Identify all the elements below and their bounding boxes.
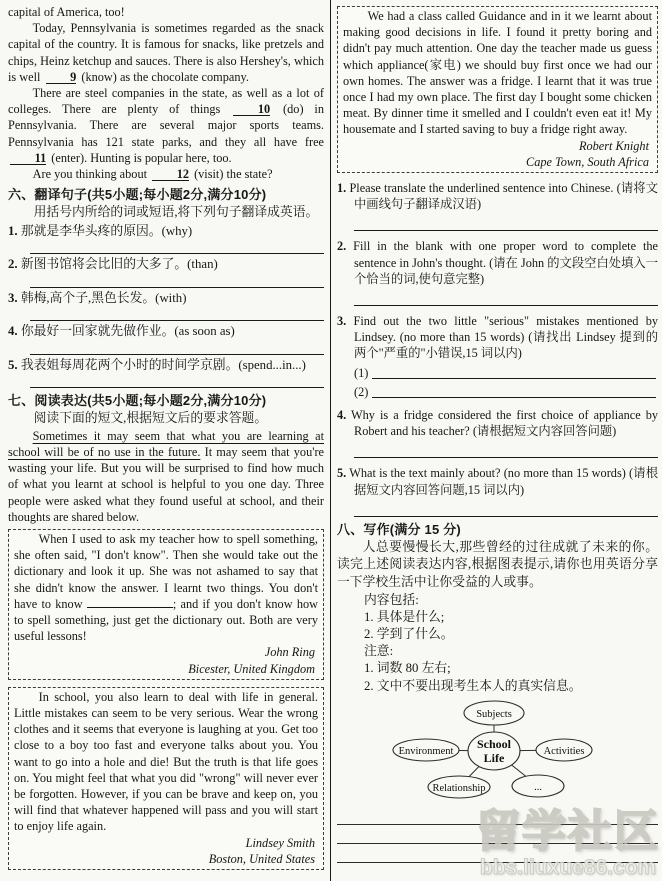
answer-line: [354, 292, 658, 306]
answer-line: [372, 365, 656, 379]
writing-line: [337, 815, 658, 825]
signature-place: Cape Town, South Africa: [526, 154, 649, 169]
section-seven-title: 七、阅读表达(共5小题;每小题2分,满分10分): [8, 393, 267, 409]
writing-intro: 人总要慢慢长大,那些曾经的过往成就了未来的你。读完上述阅读表达内容,根据图表提示,请你也用英语分享一下学校生活中让你受益的人或事。: [337, 539, 658, 590]
sub-answer-2: (2): [354, 384, 658, 400]
section-six-title: 六、翻译句子(共5小题;每小题2分,满分10分): [8, 187, 267, 203]
mindmap-diagram: [389, 700, 604, 812]
passage-box-lindsey: [8, 687, 324, 870]
content-item-1: 1. 具体是什么;: [364, 609, 445, 624]
passage-box-john: [8, 529, 324, 680]
blank-12: 12: [152, 168, 189, 181]
answer-line: [354, 503, 658, 517]
sub-answer-1: (1): [354, 365, 658, 381]
section-seven-instruction: 阅读下面的短文,根据短文后的要求答题。: [33, 411, 268, 426]
notes-label: 注意:: [364, 644, 394, 659]
blank-11: 11: [10, 152, 46, 165]
content-item-2: 2. 学到了什么。: [364, 627, 454, 642]
diagram-node-more: ...: [534, 781, 542, 793]
notes-item-2: 2. 文中不要出现考生本人的真实信息。: [364, 678, 582, 693]
translation-item-4: 4. 你最好一回家就先做作业。(as soon as): [8, 324, 235, 339]
signature-name: John Ring: [264, 645, 315, 660]
signature-name: Robert Knight: [578, 138, 649, 153]
answer-line: [372, 384, 656, 398]
signature-place: Bicester, United Kingdom: [188, 661, 315, 676]
writing-line: [337, 825, 658, 844]
watermark-url: bbs.liuxue86.com: [479, 856, 657, 879]
answer-line: [30, 276, 324, 288]
gapfill-closing-question: Are you thinking about 12 (visit) the state?: [32, 167, 273, 182]
answer-line: [354, 217, 658, 231]
diagram-node-environment: Environment: [398, 745, 454, 757]
diagram-node-subjects: Subjects: [476, 708, 512, 720]
translation-item-5: 5. 我表姐每周花两个小时的时间学京剧。(spend...in...): [8, 357, 306, 372]
writing-line: [337, 844, 658, 863]
essay-writing-lines: [337, 815, 658, 881]
question-1: 1. Please translate the underlined sentence into Chinese. (请将文中画线句子翻译成汉语): [337, 181, 658, 212]
notes-item-1: 1. 词数 80 左右;: [364, 661, 451, 676]
reading-intro-paragraph: Sometimes it may seem that what you are learning at school will be of no use in the future. It may seem that you're wasting your life. But you will be surprised to find how much of what you learnt at school is helpful to you one day. Three people were asked what they found useful at school, and their thoughts are shared below.: [8, 428, 324, 524]
question-3: 3. Find out the two little "serious" mistakes mentioned by Lindsey. (no more than 15 words) (请找出 Lindsey 提到的两个"严重的"小错误,15 词以内): [337, 314, 658, 361]
question-2: 2. Fill in the blank with one proper word to complete the sentence in John's thought. (请在 John 的文段空白处填入一个恰当的词,使句意完整): [337, 239, 658, 286]
answer-line: [30, 343, 324, 355]
gapfill-continuation: capital of America, too!: [8, 5, 125, 19]
diagram-node-relationship: Relationship: [432, 782, 486, 794]
gapfill-paragraph-steel: There are steel companies in the state, as well as a lot of colleges. There are plenty of things 10 (do) in Pennsylvania. There are several major sports teams. Pennsylvania has 121 state parks, and they all have free 11 (enter). Hunting is popular here, too.: [8, 86, 324, 165]
question-4: 4. Why is a fridge considered the first choice of appliance by Robert and his teacher? (请根据短文内容回答问题): [337, 408, 659, 439]
translation-item-3: 3. 韩梅,高个子,黑色长发。(with): [8, 290, 187, 305]
passage-text: We had a class called Guidance and in it we learnt about making good decisions in life. I found it pretty boring and didn't pay much attention. One day the teacher made us guess which appliance(家电) we should buy first once we had our own homes. The answer was a fridge. I learnt that it was true once I had my own place. The first day I bought some chicken meat. By dinner time it smelled and I couldn't even eat it! My housemate and I started saving to buy a fridge right away.: [343, 9, 652, 137]
answer-line: [30, 242, 324, 254]
diagram-center-label-line2: Life: [483, 750, 505, 765]
writing-line: [337, 863, 658, 881]
content-label: 内容包括:: [364, 592, 419, 607]
translation-item-1: 1. 那就是李华头疼的原因。(why): [8, 223, 193, 238]
passage-text: In school, you also learn to deal with life in general. Little mistakes can seem to be very serious. Wear the wrong clothes and it seems that everyone is laughing at you. Get too close to a boy too fast and everyone talks about you. You want to go into a hole and die! But the truth is that life goes on. You might feel that what you did "wrong" will never ever be forgotten. However, if you can be brave and keep on, you will find that whatever happened will pass and you will start to enjoy life again.: [14, 689, 318, 834]
answer-line: [30, 376, 324, 388]
blank-10: 10: [233, 103, 270, 116]
passage-box-robert: [337, 6, 658, 173]
signature-place: Boston, United States: [208, 851, 315, 866]
question-5: 5. What is the text mainly about? (no more than 15 words) (请根据短文内容回答问题,15 词以内): [337, 466, 658, 497]
translation-item-2: 2. 新图书馆将会比旧的大多了。(than): [8, 257, 218, 272]
answer-line: [354, 444, 658, 458]
signature-name: Lindsey Smith: [245, 835, 315, 850]
right-column: [331, 0, 662, 881]
passage-text: When I used to ask my teacher how to spell something, she often said, "I don't know". Then she would take out the dictionary and look it up. She was not ashamed to say that she didn't know the answer. I learnt two things. You don't have to know ; and if you don't know how to spell something, just get the dictionary out. Both are very useful lessons!: [14, 531, 318, 644]
section-six-instruction: 用括号内所给的词或短语,将下列句子翻译成英语。: [33, 205, 319, 220]
diagram-node-activities: Activities: [543, 745, 585, 757]
blank-9: 9: [46, 71, 77, 84]
watermark-title: 留学社区: [476, 807, 660, 856]
answer-line: [30, 309, 324, 321]
underlined-sentence: Sometimes it may seem that what you are learning at school will be of no use in the future.: [8, 428, 324, 459]
fill-blank-line: [87, 596, 173, 608]
section-eight-title: 八、写作(满分 15 分): [337, 521, 461, 537]
gapfill-paragraph-pennsylvania: Today, Pennsylvania is sometimes regarded as the snack capital of the country. It is famous for snacks, like pretzels and chips, Heinz ketchup and sauces. There is also Hershey's, which is well 9 (know) as the chocolate company.: [8, 21, 324, 84]
diagram-center-label-line1: School: [476, 736, 512, 751]
